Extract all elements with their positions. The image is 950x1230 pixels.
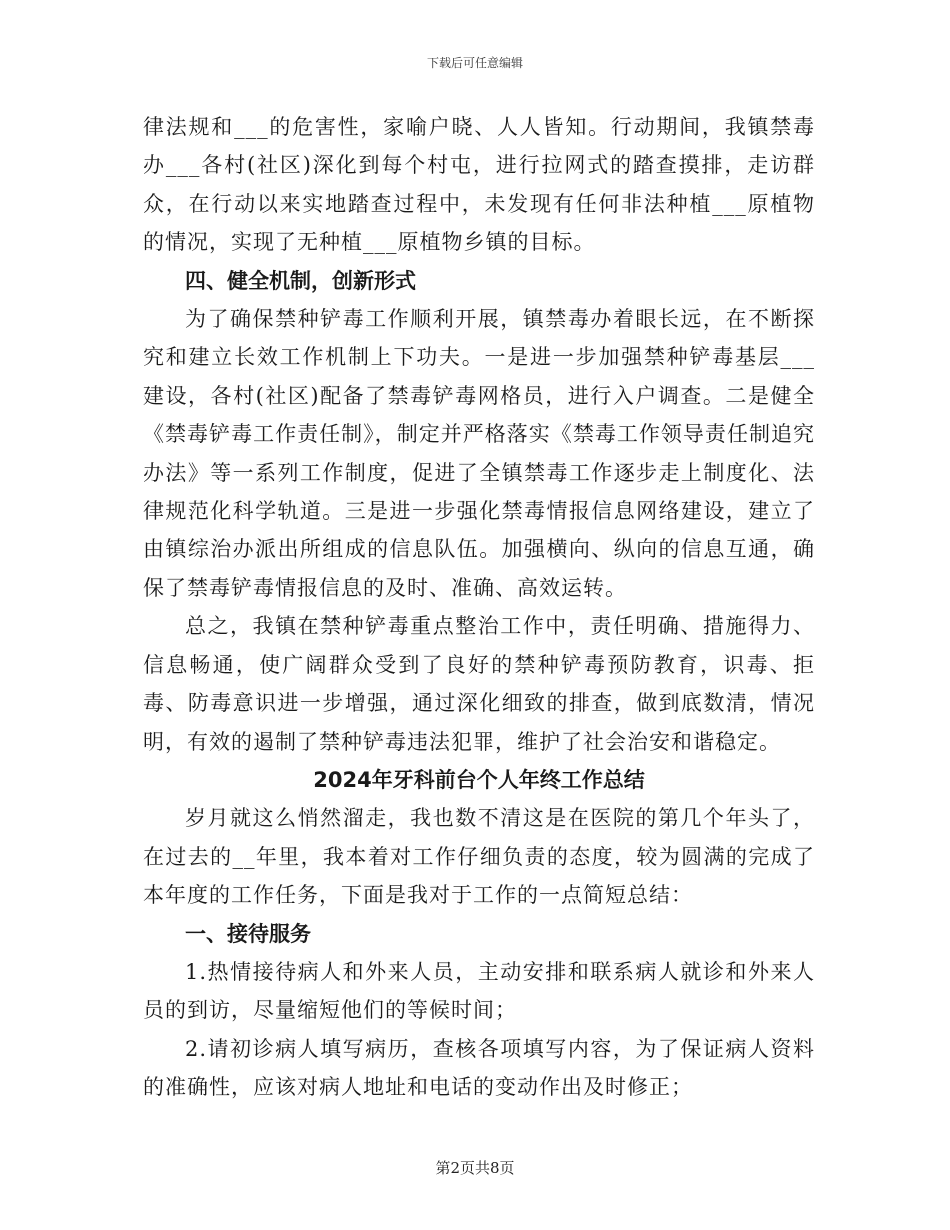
page-header: 下载后可任意编辑	[426, 56, 523, 70]
paragraph-mechanism: 为了确保禁种铲毒工作顺利开展，镇禁毒办着眼长远，在不断探究和建立长效工作机制上下功夫。一是进一步加强禁种铲毒基层___建设，各村(社区)配备了禁毒铲毒网格员，进行入户调查。二是健全《禁毒铲毒工作责任制》，制定并严格落实《禁毒工作领导责任制追究办法》等一系列工作制度，促进了全镇禁毒工作逐步走上制度化、法律规范化科学轨道。三是进一步强化禁毒情报信息网络建设，建立了由镇综治办派出所组成的信息队伍。加强横向、纵向的信息互通，确保了禁毒铲毒情报信息的及时、准确、高效运转。	[143, 307, 815, 600]
page-footer: 第2页共8页	[435, 1159, 515, 1177]
paragraph-intro: 岁月就这么悄然溜走，我也数不清这是在医院的第几个年头了，在过去的__年里，我本着对工作仔细负责的态度，较为圆满的完成了本年度的工作任务，下面是我对于工作的一点简短总结：	[143, 806, 815, 908]
section-heading-reception: 一、接待服务	[185, 921, 311, 946]
document-body	[143, 108, 815, 1107]
list-item-reception-1: 1.热情接待病人和外来人员，主动安排和联系病人就诊和外来人员的到访，尽量缩短他们的等候时间；	[143, 959, 815, 1023]
document-title: 2024年牙科前台个人年终工作总结	[313, 767, 645, 792]
list-item-reception-2: 2.请初诊病人填写病历，查核各项填写内容，为了保证病人资料的准确性，应该对病人地址和电话的变动作出及时修正；	[143, 1036, 815, 1100]
paragraph-conclusion: 总之，我镇在禁种铲毒重点整治工作中，责任明确、措施得力、信息畅通，使广阔群众受到了良好的禁种铲毒预防教育，识毒、拒毒、防毒意识进一步增强，通过深化细致的排查，做到底数清，情况明，有效的遏制了禁种铲毒违法犯罪，维护了社会治安和谐稳定。	[143, 614, 815, 754]
section-heading-mechanism: 四、健全机制，创新形式	[185, 268, 416, 293]
paragraph-drug-law-awareness: 律法规和___的危害性，家喻户晓、人人皆知。行动期间，我镇禁毒办___各村(社区)深化到每个村屯，进行拉网式的踏查摸排，走访群众，在行动以来实地踏查过程中，未发现有任何非法种植___原植物的情况，实现了无种植___原植物乡镇的目标。	[143, 115, 815, 255]
